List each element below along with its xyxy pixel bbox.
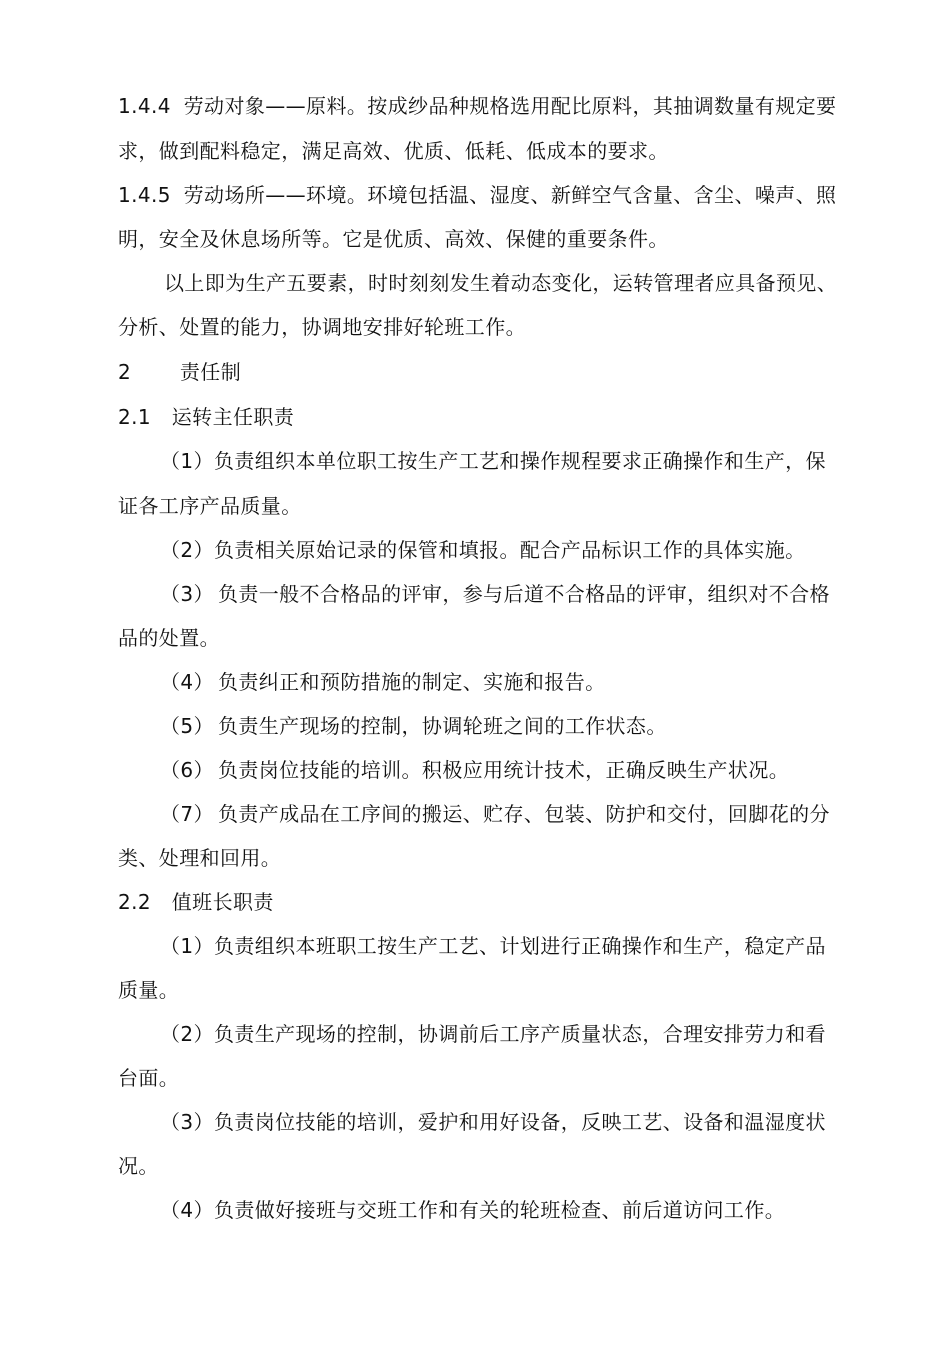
section-number: 1.4.4 <box>118 94 171 118</box>
item-number: （6） <box>160 758 214 782</box>
list-item-2-1-7 <box>160 800 830 828</box>
chapter-number: 2 <box>118 360 132 384</box>
item-number: （2） <box>160 538 214 562</box>
chapter-title: 责任制 <box>179 360 242 384</box>
item-number: （3） <box>160 1110 214 1134</box>
section-1-4-4-line1 <box>118 92 836 120</box>
item-number: （1） <box>160 449 214 473</box>
item-text: 负责岗位技能的培训。积极应用统计技术，正确反映生产状况。 <box>217 758 790 782</box>
list-item-2-2-3-cont: 况。 <box>118 1154 159 1178</box>
section-number: 2.2 <box>118 890 152 914</box>
item-text: 负责相关原始记录的保管和填报。配合产品标识工作的具体实施。 <box>213 538 806 562</box>
item-text: 负责生产现场的控制，协调前后工序产质量状态，合理安排劳力和看 <box>213 1022 826 1046</box>
item-text: 负责生产现场的控制，协调轮班之间的工作状态。 <box>217 714 667 738</box>
list-item-2-1-1 <box>160 447 826 475</box>
list-item-2-1-7-cont: 类、处理和回用。 <box>118 846 282 870</box>
item-number: （5） <box>160 714 214 738</box>
item-number: （4） <box>160 1198 214 1222</box>
list-item-2-2-2 <box>160 1020 826 1048</box>
section-title: 运转主任职责 <box>171 405 295 429</box>
list-item-2-1-5 <box>160 712 667 740</box>
list-item-2-1-4 <box>160 668 606 696</box>
item-text: 负责产成品在工序间的搬运、贮存、包装、防护和交付，回脚花的分 <box>217 802 830 826</box>
item-number: （7） <box>160 802 214 826</box>
item-text: 负责做好接班与交班工作和有关的轮班检查、前后道访问工作。 <box>213 1198 786 1222</box>
list-item-2-2-4 <box>160 1196 785 1224</box>
item-text: 负责一般不合格品的评审，参与后道不合格品的评审，组织对不合格 <box>217 582 830 606</box>
paragraph-text: 劳动对象——原料。按成纱品种规格选用配比原料，其抽调数量有规定要 <box>183 94 837 118</box>
section-title: 值班长职责 <box>171 890 274 914</box>
item-text: 负责纠正和预防措施的制定、实施和报告。 <box>217 670 606 694</box>
list-item-2-1-1-cont: 证各工序产品质量。 <box>118 494 302 518</box>
item-text: 负责岗位技能的培训，爱护和用好设备，反映工艺、设备和温湿度状 <box>213 1110 826 1134</box>
list-item-2-1-6 <box>160 756 789 784</box>
list-item-2-2-1-cont: 质量。 <box>118 978 180 1002</box>
item-text: 负责组织本班职工按生产工艺、计划进行正确操作和生产，稳定产品 <box>213 934 826 958</box>
list-item-2-2-2-cont: 台面。 <box>118 1066 180 1090</box>
section-2-1-heading <box>118 403 294 431</box>
item-number: （1） <box>160 934 214 958</box>
section-number: 2.1 <box>118 405 152 429</box>
section-2-2-heading <box>118 888 274 916</box>
list-item-2-1-2 <box>160 536 806 564</box>
paragraph-text: 劳动场所——环境。环境包括温、湿度、新鲜空气含量、含尘、噪声、照 <box>183 183 837 207</box>
item-number: （3） <box>160 582 214 606</box>
section-1-4-5-line1 <box>118 181 836 209</box>
chapter-2-heading <box>118 358 241 386</box>
section-number: 1.4.5 <box>118 183 171 207</box>
item-text: 负责组织本单位职工按生产工艺和操作规程要求正确操作和生产，保 <box>213 449 826 473</box>
item-number: （4） <box>160 670 214 694</box>
summary-line1: 以上即为生产五要素，时时刻刻发生着动态变化，运转管理者应具备预见、 <box>164 271 838 295</box>
section-1-4-5-line2: 明，安全及休息场所等。它是优质、高效、保健的重要条件。 <box>118 227 669 251</box>
list-item-2-2-3 <box>160 1108 826 1136</box>
item-number: （2） <box>160 1022 214 1046</box>
list-item-2-1-3-cont: 品的处置。 <box>118 626 220 650</box>
list-item-2-2-1 <box>160 932 826 960</box>
summary-line2: 分析、处置的能力，协调地安排好轮班工作。 <box>118 315 526 339</box>
section-1-4-4-line2: 求，做到配料稳定，满足高效、优质、低耗、低成本的要求。 <box>118 139 669 163</box>
list-item-2-1-3 <box>160 580 830 608</box>
